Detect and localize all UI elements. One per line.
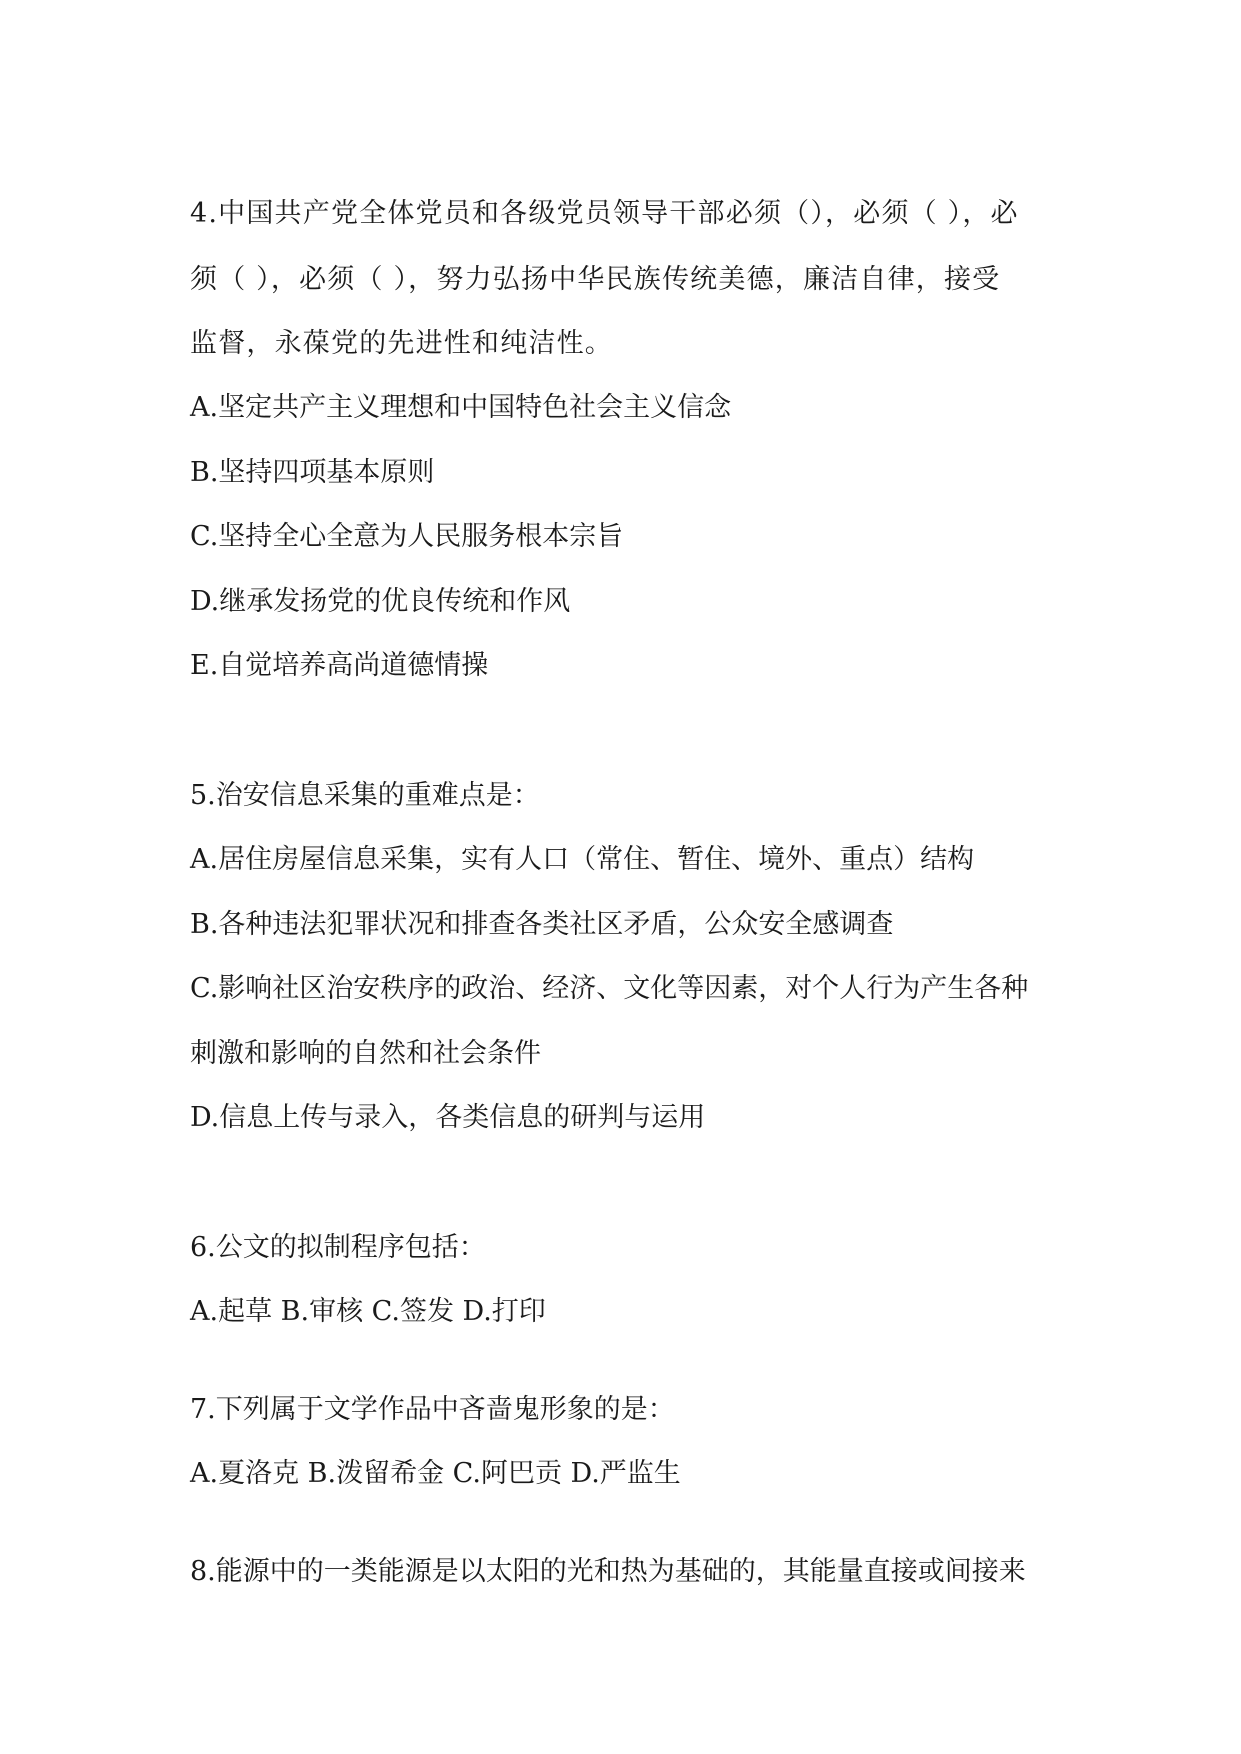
question-6-stem: 6.公文的拟制程序包括：: [190, 1232, 486, 1263]
question-5-option-a: A.居住房屋信息采集，实有人口（常住、暂住、境外、重点）结构: [190, 844, 975, 875]
question-4-option-d: D.继承发扬党的优良传统和作风: [190, 586, 571, 617]
question-5-option-c-continued: 刺激和影响的自然和社会条件: [190, 1038, 541, 1069]
question-4-stem-line-3: 监督，永葆党的先进性和纯洁性。: [190, 328, 613, 359]
question-7-stem: 7.下列属于文学作品中吝啬鬼形象的是：: [190, 1394, 675, 1425]
question-4-stem-line-1: 4.中国共产党全体党员和各级党员领导干部必须（），必须（ ），必: [190, 198, 1019, 229]
question-5-option-d: D.信息上传与录入，各类信息的研判与运用: [190, 1102, 706, 1133]
question-5-option-c: C.影响社区治安秩序的政治、经济、文化等因素，对个人行为产生各种: [190, 973, 1029, 1004]
question-4-option-c: C.坚持全心全意为人民服务根本宗旨: [190, 521, 624, 552]
question-4-option-e: E.自觉培养高尚道德情操: [190, 650, 489, 681]
question-7-options: A.夏洛克 B.泼留希金 C.阿巴贡 D.严监生: [190, 1458, 681, 1489]
question-4-option-b: B.坚持四项基本原则: [190, 457, 435, 488]
question-5-stem: 5.治安信息采集的重难点是：: [190, 780, 540, 811]
question-6-options: A.起草 B.审核 C.签发 D.打印: [190, 1296, 546, 1327]
question-4-option-a: A.坚定共产主义理想和中国特色社会主义信念: [190, 392, 732, 423]
question-5-option-b: B.各种违法犯罪状况和排查各类社区矛盾，公众安全感调查: [190, 909, 894, 940]
question-8-stem: 8.能源中的一类能源是以太阳的光和热为基础的，其能量直接或间接来: [190, 1556, 1026, 1587]
question-4-stem-line-2: 须（ ），必须（ ），努力弘扬中华民族传统美德，廉洁自律，接受: [190, 264, 1001, 295]
